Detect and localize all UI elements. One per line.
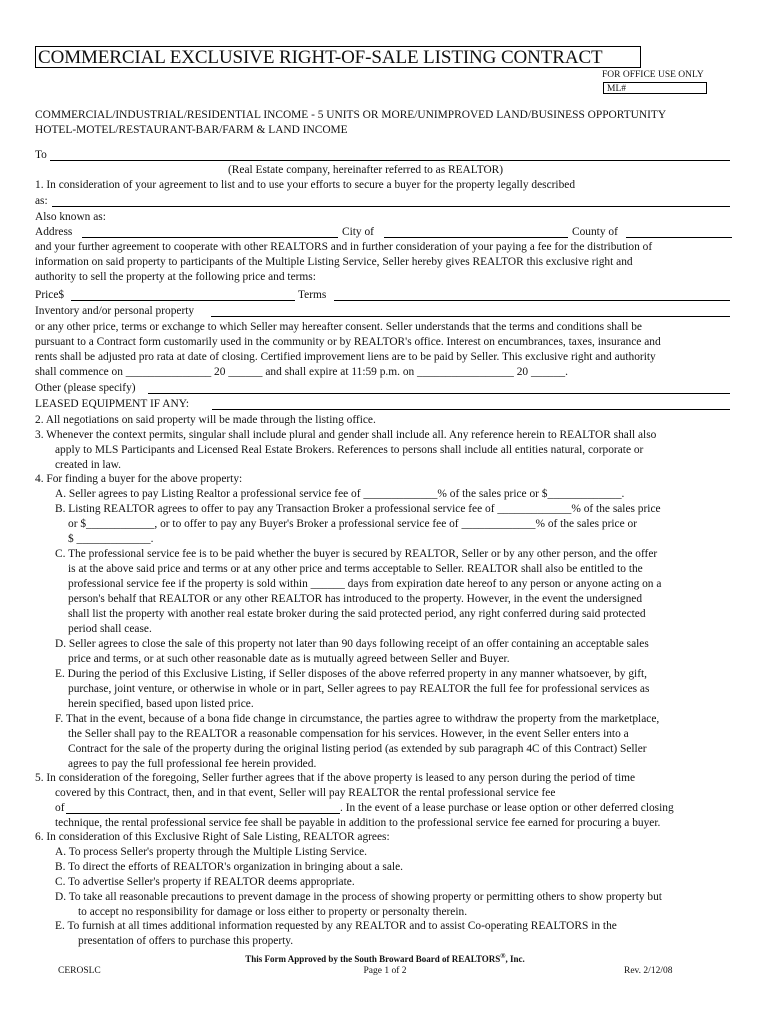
paragraph-4c-3: professional service fee if the property is sold within ______ days from expiration date hereof to any person or anyone acting on a	[68, 578, 662, 590]
paragraph-1h: shall commence on _______________ 20 ______ and shall expire at 11:59 p.m. on _________________ 20 ______.	[35, 366, 568, 378]
paragraph-5b: covered by this Contract, then, and in that event, Seller will pay REALTOR the rental professional service fee	[55, 787, 556, 799]
paragraph-6c: C. To advertise Seller's property if REALTOR deems appropriate.	[55, 876, 355, 888]
terms-field[interactable]	[334, 300, 730, 301]
inventory-label: Inventory and/or personal property	[35, 305, 195, 317]
legal-description-field[interactable]	[52, 206, 730, 207]
paragraph-4d-1: D. Seller agrees to close the sale of this property not later than 90 days following receipt of an offer containing an acceptable sales	[55, 638, 649, 650]
terms-label: Terms	[298, 289, 327, 301]
rental-fee-field[interactable]	[66, 813, 340, 814]
office-use-label: FOR OFFICE USE ONLY	[602, 70, 704, 80]
paragraph-1d: authority to sell the property at the following price and terms:	[35, 271, 316, 283]
paragraph-4e-2: purchase, joint venture, or otherwise in whole or in part, Seller agrees to pay REALTOR the full fee for professional services as	[68, 683, 650, 695]
revision-date: Rev. 2/12/08	[624, 966, 673, 976]
price-field[interactable]	[71, 300, 295, 301]
paragraph-6e-2: presentation of offers to purchase this property.	[78, 935, 294, 947]
paragraph-4c-1: C. The professional service fee is to be paid whether the buyer is secured by REALTOR, Seller or by any other person, and the offer	[55, 548, 658, 560]
paragraph-4c-4: person's behalf that REALTOR or any other REALTOR has introduced to the property. However, in the event the undersigned	[68, 593, 643, 605]
document-title: COMMERCIAL EXCLUSIVE RIGHT-OF-SALE LISTING CONTRACT	[35, 46, 641, 68]
paragraph-6: 6. In consideration of this Exclusive Right of Sale Listing, REALTOR agrees:	[35, 831, 390, 843]
paragraph-6d-2: to accept no responsibility for damage or loss either to property or personalty therein.	[78, 906, 468, 918]
inventory-field[interactable]	[211, 316, 730, 317]
paragraph-4b-3: $ _____________.	[68, 533, 154, 545]
leased-equipment-field[interactable]	[212, 409, 730, 410]
paragraph-4f-4: agrees to pay the full professional fee herein provided.	[68, 758, 317, 770]
paragraph-4c-6: period shall cease.	[68, 623, 152, 635]
form-code: CEROSLC	[58, 966, 101, 976]
paragraph-6e-1: E. To furnish at all times additional information requested by any REALTOR and to assist Co-operating REALTORS in the	[55, 920, 617, 932]
paragraph-5c: . In the event of a lease purchase or lease option or other deferred closing	[340, 802, 674, 814]
paragraph-4b-2: or $____________, or to offer to pay any Buyer's Broker a professional service fee of _____________% of the sales price or	[68, 518, 638, 530]
paragraph-4e-1: E. During the period of this Exclusive Listing, if Seller disposes of the above referred property in any manner whatsoever, by gift,	[55, 668, 648, 680]
paragraph-1g: rents shall be adjusted pro rata at date of closing. Certified improvement liens are to be paid by Seller. This exclusive right and authority	[35, 351, 656, 363]
paragraph-4d-2: price and terms, or at such other reasonable date as is mutually agreed between Seller and Buyer.	[68, 653, 510, 665]
paragraph-4c-5: shall list the property with another real estate broker during the said protected period, any right conferred during said protected	[68, 608, 646, 620]
address-field[interactable]	[82, 237, 338, 238]
approval-inc: , Inc.	[505, 954, 525, 964]
city-label: City of	[342, 226, 374, 238]
paragraph-4f-2: the Seller shall pay to the REALTOR a reasonable compensation for his services. However, in the event Seller enters into a	[68, 728, 629, 740]
paragraph-6a: A. To process Seller's property through the Multiple Listing Service.	[55, 846, 368, 858]
paragraph-4f-1: F. That in the event, because of a bona fide change in circumstance, the parties agree to withdraw the property from the marketplace,	[55, 713, 660, 725]
paragraph-1f: pursuant to a Contract form customarily used in the community or by REALTOR's office. Interest on encumbrances, taxes, insurance and	[35, 336, 661, 348]
paragraph-3a: 3. Whenever the context permits, singular shall include plural and gender shall include all. Any reference herein to REALTOR shall also	[35, 429, 657, 441]
paragraph-1-intro: 1. In consideration of your agreement to list and to use your efforts to secure a buyer for the property legally described	[35, 179, 576, 191]
approval-text: This Form Approved by the South Broward Board of REALTORS	[245, 954, 501, 964]
paragraph-3c: created in law.	[55, 459, 121, 471]
paragraph-4: 4. For finding a buyer for the above property:	[35, 473, 243, 485]
registered-mark: ®	[500, 952, 506, 960]
paragraph-4c-2: is at the above said price and terms or at any other price and terms acceptable to Seller. REALTOR shall also be entitled to the	[68, 563, 643, 575]
also-known-as-label: Also known as:	[35, 211, 106, 223]
paragraph-6d-1: D. To take all reasonable precautions to prevent damage in the process of showing property or permitting others to show property but	[55, 891, 662, 903]
paragraph-5a: 5. In consideration of the foregoing, Seller further agrees that if the above property is leased to any person during the period of time	[35, 772, 636, 784]
price-label: Price$	[35, 289, 65, 301]
paragraph-1c: information on said property to participants of the Multiple Listing Service, Seller hereby gives REALTOR this exclusive right and	[35, 256, 633, 268]
paragraph-1e: or any other price, terms or exchange to which Seller may hereafter consent. Seller understands that the terms and conditions shall be	[35, 321, 642, 333]
as-label: as:	[35, 195, 48, 207]
category-line-2: HOTEL-MOTEL/RESTAURANT-BAR/FARM & LAND INCOME	[35, 124, 348, 136]
to-field[interactable]	[50, 160, 730, 161]
other-label: Other (please specify)	[35, 382, 136, 394]
ml-number-field[interactable]: ML#	[603, 82, 707, 94]
county-label: County of	[572, 226, 618, 238]
paragraph-3b: apply to MLS Participants and Licensed Real Estate Brokers. References to persons shall include all entities natural, corporate or	[55, 444, 644, 456]
to-label: To	[35, 149, 47, 161]
other-field[interactable]	[148, 393, 730, 394]
category-line-1: COMMERCIAL/INDUSTRIAL/RESIDENTIAL INCOME - 5 UNITS OR MORE/UNIMPROVED LAND/BUSINESS OPPORTUNITY	[35, 109, 667, 121]
paragraph-6b: B. To direct the efforts of REALTOR's organization in bringing about a sale.	[55, 861, 403, 873]
paragraph-5d: technique, the rental professional service fee shall be payable in addition to the professional service fee earned for procuring a buyer.	[55, 817, 661, 829]
leased-equipment-label: LEASED EQUIPMENT IF ANY:	[35, 398, 190, 410]
paragraph-1b: and your further agreement to cooperate with other REALTORS and in further consideration of your paying a fee for the distribution of	[35, 241, 653, 253]
paragraph-4a: A. Seller agrees to pay Listing Realtor a professional service fee of _____________% of the sales price or $_____________.	[55, 488, 625, 500]
paragraph-5c-of: of	[55, 802, 65, 814]
realtor-note: (Real Estate company, hereinafter referred to as REALTOR)	[228, 164, 504, 176]
paragraph-4f-3: Contract for the sale of the property during the original listing period (as extended by sub paragraph 4C of this Contract) Seller	[68, 743, 647, 755]
address-label: Address	[35, 226, 73, 238]
page-number: Page 1 of 2	[363, 966, 407, 976]
paragraph-4b-1: B. Listing REALTOR agrees to offer to pay any Transaction Broker a professional service fee of _____________% of the sales price	[55, 503, 661, 515]
county-field[interactable]	[626, 237, 732, 238]
paragraph-4e-3: herein specified, based upon listed price.	[68, 698, 254, 710]
city-field[interactable]	[384, 237, 568, 238]
approval-notice	[0, 952, 770, 964]
paragraph-2: 2. All negotiations on said property will be made through the listing office.	[35, 414, 376, 426]
